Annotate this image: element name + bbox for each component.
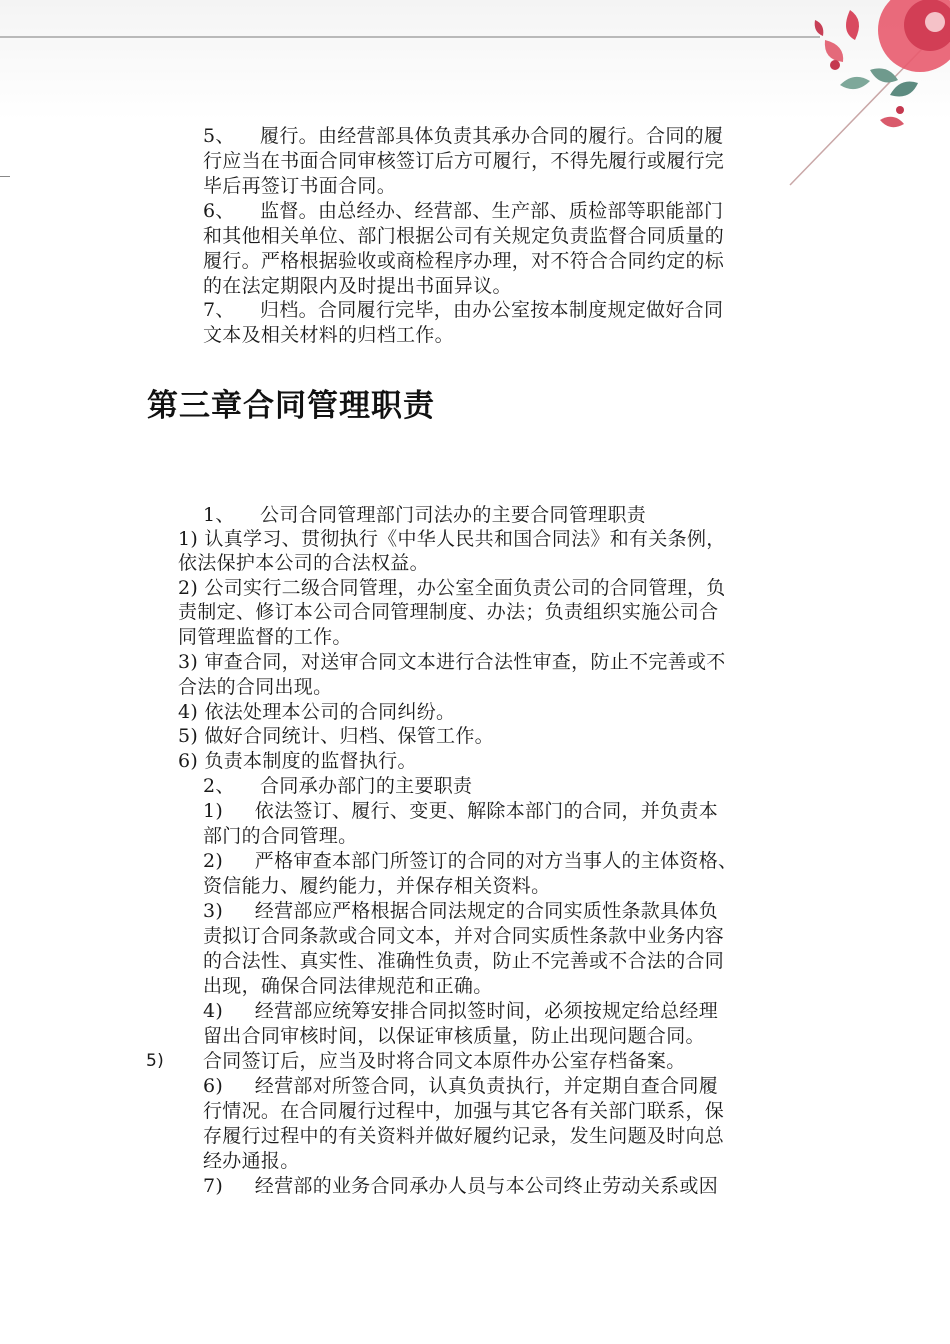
body-line: 文本及相关材料的归档工作。 [203,324,454,346]
section-line: 合法的合同出现。 [178,676,333,698]
section-line-number: 5) [146,1051,165,1071]
section-line: 的合法性、真实性、准确性负责，防止不完善或不合法的合同 [203,950,725,972]
section-line: 资信能力、履约能力，并保存相关资料。 [203,875,551,897]
section-line: 出现，确保合同法律规范和正确。 [203,975,493,997]
body-line: 毕后再签订书面合同。 [203,175,397,197]
section-line: 3) 经营部应严格根据合同法规定的合同实质性条款具体负 [203,900,718,922]
section-line: 4) 依法处理本公司的合同纠纷。 [178,701,456,723]
body-line: 5、 履行。由经营部具体负责其承办合同的履行。合同的履 [203,125,724,147]
section-line: 6) 经营部对所签合同，认真负责执行，并定期自查合同履 [203,1075,718,1097]
section-line: 责制定、修订本公司合同管理制度、办法；负责组织实施公司合 [178,601,719,623]
body-line: 7、 归档。合同履行完毕，由办公室按本制度规定做好合同 [203,299,724,321]
section-line: 合同签订后，应当及时将合同文本原件办公室存档备案。 [203,1050,686,1072]
top-rule [0,36,820,38]
section-line: 7) 经营部的业务合同承办人员与本公司终止劳动关系或因 [203,1175,718,1197]
section-line: 3) 审查合同，对送审合同文本进行合法性审查，防止不完善或不 [178,651,726,673]
section-line: 4) 经营部应统筹安排合同拟签时间，必须按规定给总经理 [203,1000,718,1022]
section-line: 1、 公司合同管理部门司法办的主要合同管理职责 [203,504,647,526]
body-line: 6、 监督。由总经办、经营部、生产部、质检部等职能部门 [203,200,724,222]
section-line: 同管理监督的工作。 [178,626,352,648]
section-line: 2、 合同承办部门的主要职责 [203,775,473,797]
section-line: 6) 负责本制度的监督执行。 [178,750,417,772]
section-line: 留出合同审核时间，以保证审核质量，防止出现问题合同。 [203,1025,705,1047]
section-line: 2) 严格审查本部门所签订的合同的对方当事人的主体资格、 [203,850,738,872]
chapter-heading: 第三章合同管理职责 [147,388,435,424]
margin-mark [0,176,10,177]
section-line: 责拟订合同条款或合同文本，并对合同实质性条款中业务内容 [203,925,725,947]
section-line: 依法保护本公司的合法权益。 [178,552,429,574]
section-line: 部门的合同管理。 [203,825,358,847]
section-line: 存履行过程中的有关资料并做好履约记录，发生问题及时向总 [203,1125,725,1147]
body-line: 行应当在书面合同审核签订后方可履行，不得先履行或履行完 [203,150,725,172]
section-line: 1) 依法签订、履行、变更、解除本部门的合同，并负责本 [203,800,718,822]
body-line: 的在法定期限内及时提出书面异议。 [203,275,512,297]
body-line: 履行。严格根据验收或商检程序办理，对不符合合同约定的标 [203,250,725,272]
section-line: 行情况。在合同履行过程中，加强与其它各有关部门联系，保 [203,1100,725,1122]
body-line: 和其他相关单位、部门根据公司有关规定负责监督合同质量的 [203,225,725,247]
section-line: 2) 公司实行二级合同管理，办公室全面负责公司的合同管理，负 [178,577,726,599]
section-line: 经办通报。 [203,1150,300,1172]
section-line: 1) 认真学习、贯彻执行《中华人民共和国合同法》和有关条例， [178,528,726,550]
section-line: 5) 做好合同统计、归档、保管工作。 [178,725,494,747]
floral-decoration-icon [730,0,950,190]
